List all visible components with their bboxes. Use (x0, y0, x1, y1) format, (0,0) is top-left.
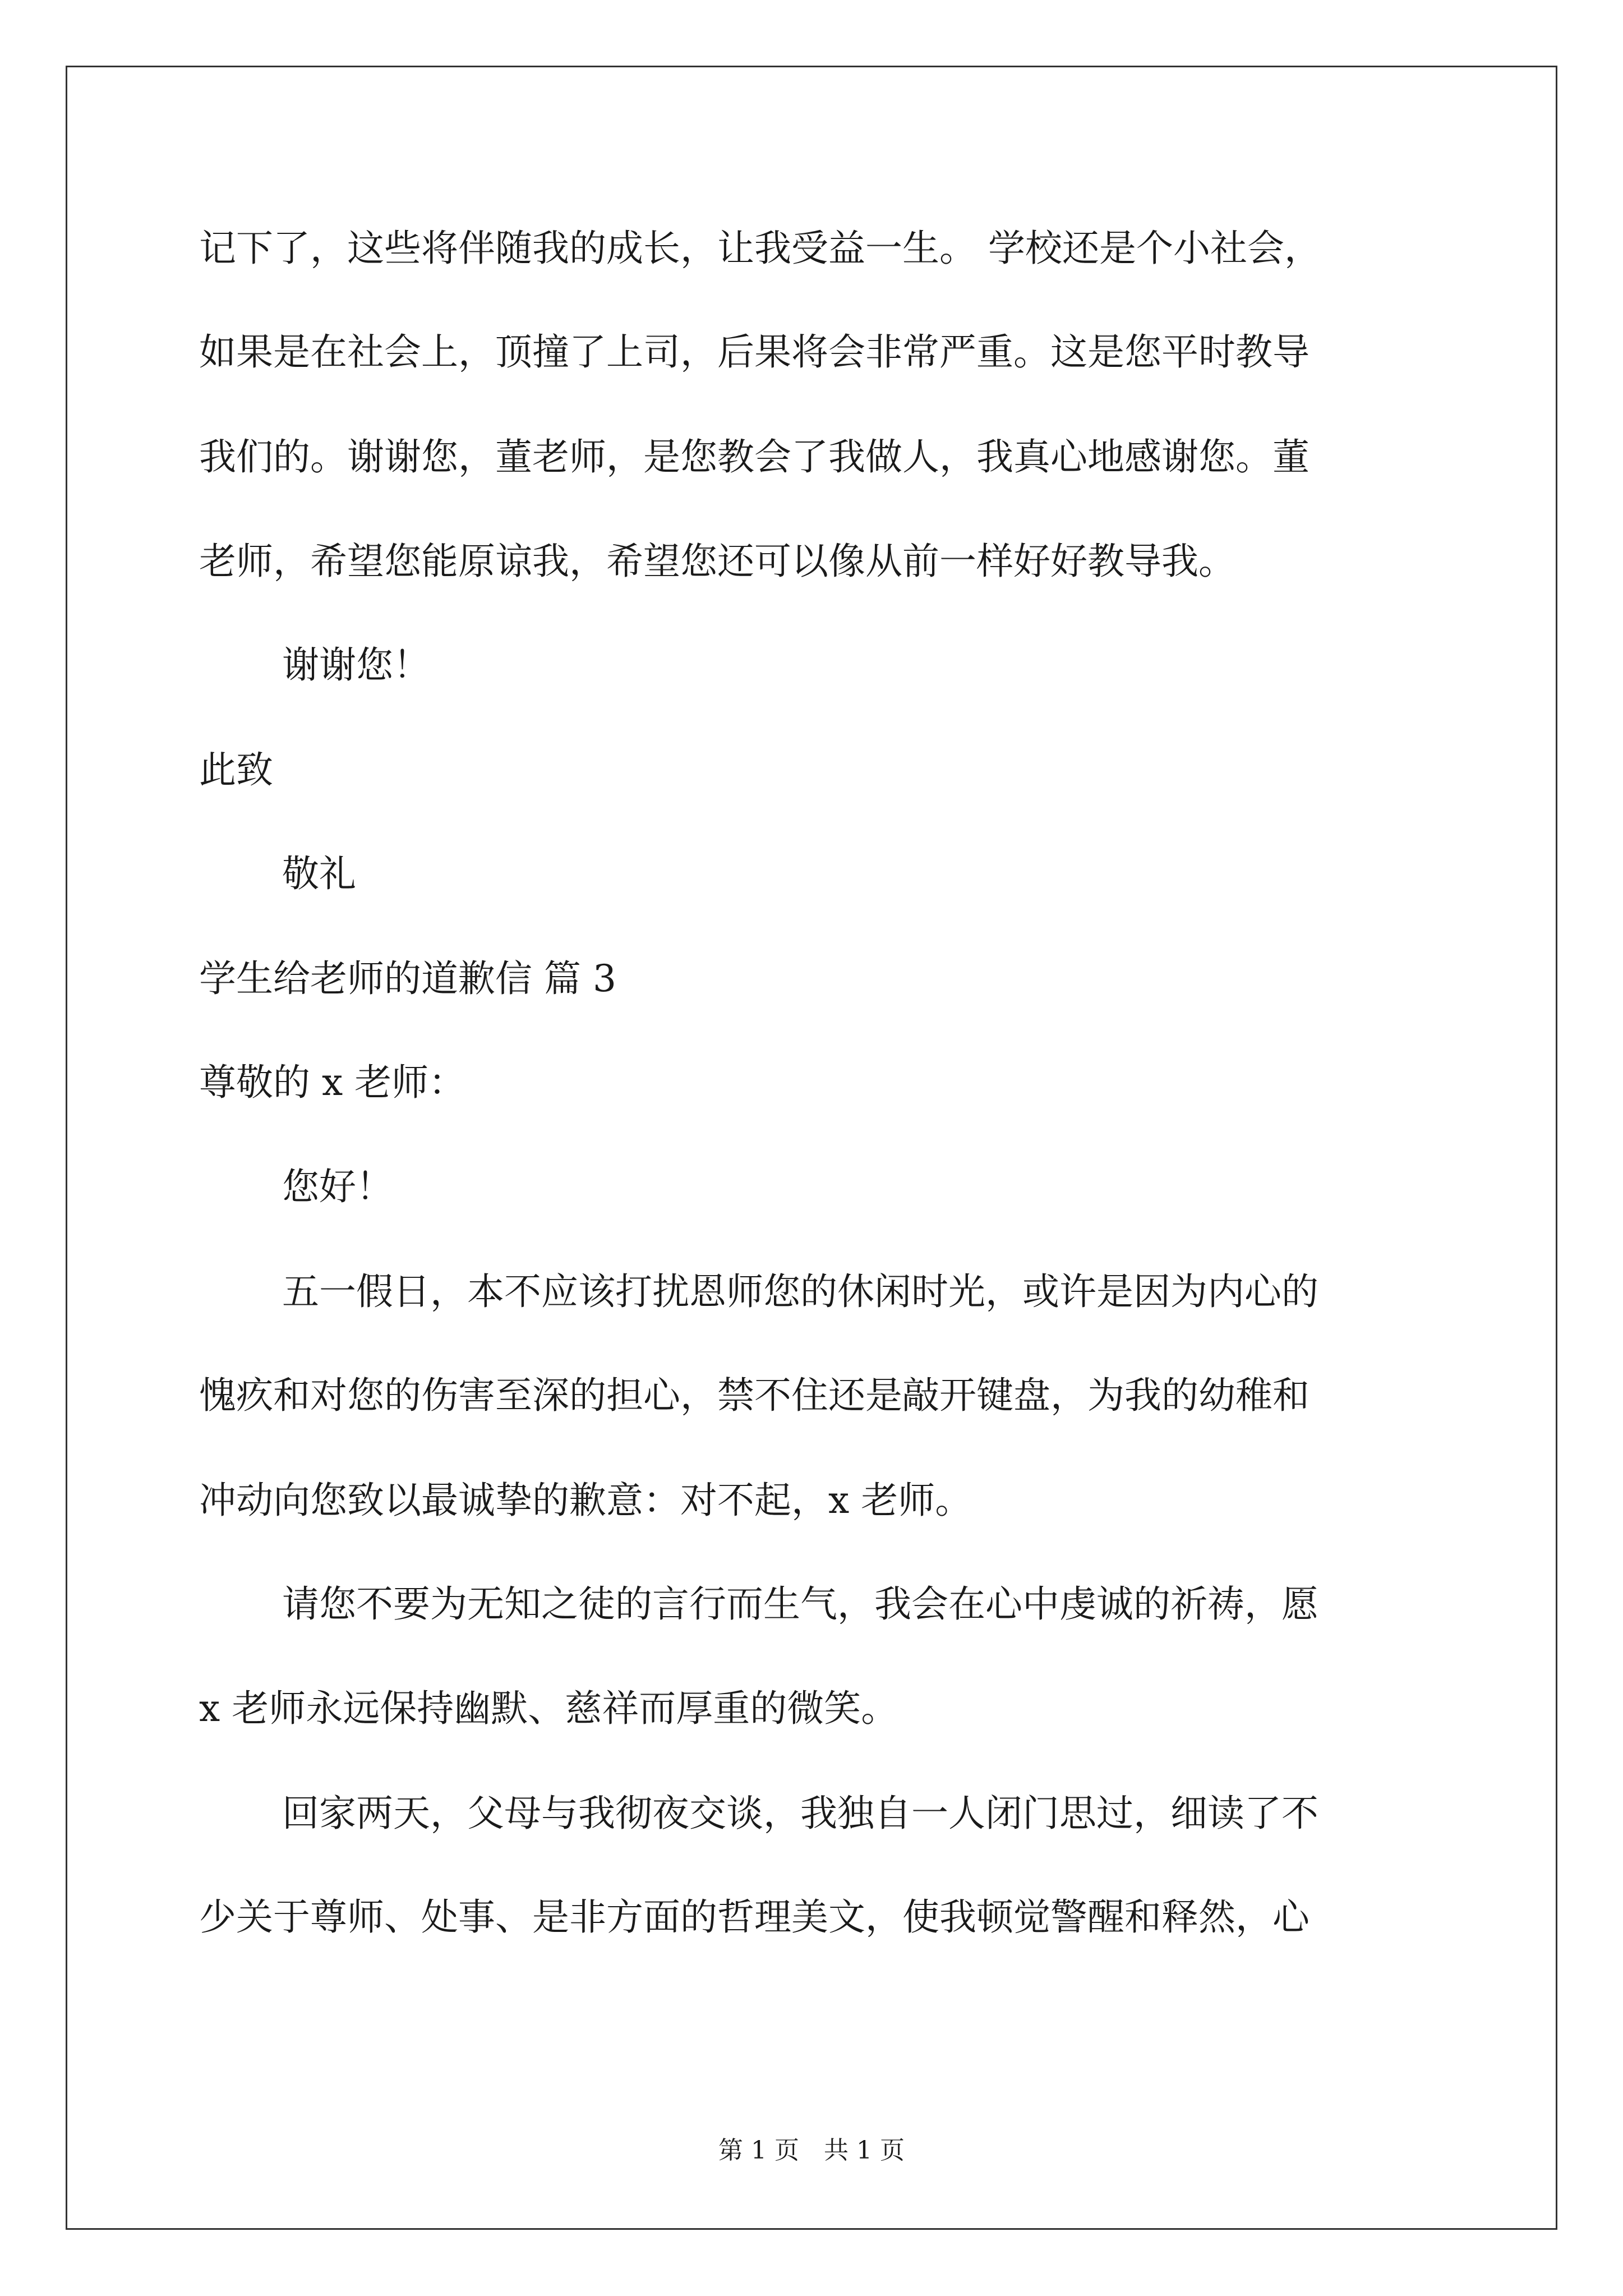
paragraph-line: 回家两天，父母与我彻夜交谈，我独自一人闭门思过，细读了不 (282, 1792, 1318, 1835)
paragraph-line: 我们的。谢谢您，董老师，是您教会了我做人，我真心地感谢您。董 (199, 435, 1310, 478)
paragraph-line: 五一假日，本不应该打扰恩师您的休闲时光，或许是因为内心的 (282, 1270, 1318, 1313)
paragraph-line: 如果是在社会上，顶撞了上司，后果将会非常严重。这是您平时教导 (199, 330, 1310, 374)
paragraph-line: 老师，希望您能原谅我，希望您还可以像从前一样好好教导我。 (199, 540, 1235, 583)
paragraph-line: 记下了，这些将伴随我的成长，让我受益一生。 学校还是个小社会， (199, 227, 1321, 270)
section-heading: 学生给老师的道歉信 篇 3 (199, 957, 616, 1000)
paragraph-line: x 老师永远保持幽默、慈祥而厚重的微笑。 (199, 1687, 898, 1730)
closing-thanks: 谢谢您！ (282, 643, 430, 687)
letter-greeting: 尊敬的 x 老师： (199, 1061, 466, 1104)
letter-hello: 您好！ (282, 1165, 393, 1208)
page-number-footer: 第 1 页 共 1 页 (718, 2136, 905, 2165)
salutation-regards: 敬礼 (282, 852, 356, 895)
paragraph-line: 请您不要为无知之徒的言行而生气，我会在心中虔诚的祈祷，愿 (282, 1582, 1318, 1626)
paragraph-line: 少关于尊师、处事、是非方面的哲理美文，使我顿觉警醒和释然，心 (199, 1895, 1310, 1939)
salutation-closing: 此致 (199, 748, 273, 792)
paragraph-line: 冲动向您致以最诚挚的歉意：对不起，x 老师。 (199, 1479, 972, 1522)
paragraph-line: 愧疚和对您的伤害至深的担心，禁不住还是敲开键盘，为我的幼稚和 (199, 1374, 1310, 1417)
